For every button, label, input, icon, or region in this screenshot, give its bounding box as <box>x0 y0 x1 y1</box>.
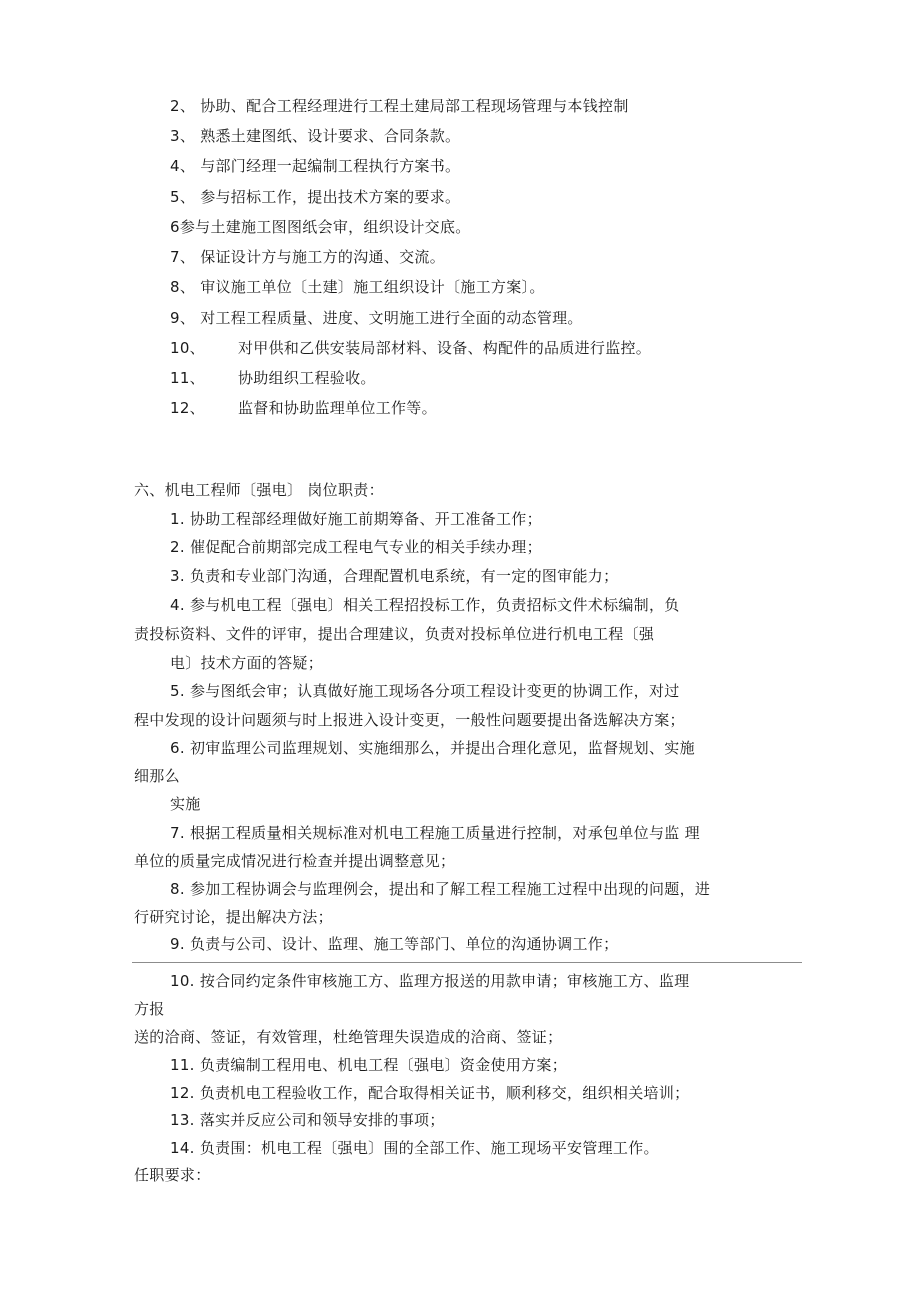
duty-line: 13. 落实并反应公司和领导安排的事项； <box>170 1111 445 1129</box>
duty-line: 6. 初审监理公司监理规划、实施细那么，并提出合理化意见，监督规划、实施 <box>170 739 695 757</box>
duty-line: 细那么 <box>134 767 180 785</box>
list-item <box>170 338 651 358</box>
section-heading: 六、机电工程师〔强电〕 岗位职责： <box>134 481 384 499</box>
list-item <box>170 398 437 418</box>
duty-line: 电〕技术方面的答疑； <box>170 654 324 672</box>
list-item-text: 协助组织工程验收。 <box>238 369 376 387</box>
list-item-text: 监督和协助监理单位工作等。 <box>238 399 437 417</box>
list-item: 8、 审议施工单位〔土建〕施工组织设计〔施工方案〕。 <box>170 278 545 296</box>
list-item: 3、 熟悉土建图纸、设计要求、合同条款。 <box>170 127 461 145</box>
list-item: 7、 保证设计方与施工方的沟通、交流。 <box>170 248 446 266</box>
list-item: 4、 与部门经理一起编制工程执行方案书。 <box>170 157 461 175</box>
divider <box>132 962 802 963</box>
list-item-number: 11、 <box>170 369 205 387</box>
list-item: 5、 参与招标工作，提出技术方案的要求。 <box>170 188 461 206</box>
duty-line: 8. 参加工程协调会与监理例会，提出和了解工程工程施工过程中出现的问题，进 <box>170 880 711 898</box>
duty-line: 责投标资料、文件的评审，提出合理建议，负责对投标单位进行机电工程〔强 <box>134 625 655 643</box>
duty-line: 1. 协助工程部经理做好施工前期筹备、开工准备工作； <box>170 510 542 528</box>
duty-line: 4. 参与机电工程〔强电〕相关工程招投标工作，负责招标文件术标编制，负 <box>170 596 680 614</box>
duty-line: 实施 <box>170 795 201 813</box>
list-item-number: 10、 <box>170 339 205 357</box>
duty-line: 3. 负责和专业部门沟通，合理配置机电系统，有一定的图审能力； <box>170 567 619 585</box>
duty-line: 单位的质量完成情况进行检查并提出调整意见； <box>134 852 456 870</box>
list-item <box>170 368 376 388</box>
duty-line: 方报 <box>134 1000 165 1018</box>
duty-line: 行研究讨论，提出解决方法； <box>134 908 333 926</box>
duty-line: 10. 按合同约定条件审核施工方、监理方报送的用款申请；审核施工方、监理 <box>170 972 690 990</box>
duty-line: 11. 负责编制工程用电、机电工程〔强电〕资金使用方案； <box>170 1056 568 1074</box>
duty-line: 14. 负责围：机电工程〔强电〕围的全部工作、施工现场平安管理工作。 <box>170 1139 659 1157</box>
duty-line: 2. 催促配合前期部完成工程电气专业的相关手续办理； <box>170 538 542 556</box>
duty-line: 程中发现的设计问题须与时上报进入设计变更，一般性问题要提出备选解决方案； <box>134 711 685 729</box>
requirements-heading: 任职要求： <box>134 1166 211 1184</box>
duty-line: 送的洽商、签证，有效管理，杜绝管理失误造成的洽商、签证； <box>134 1028 563 1046</box>
list-item: 9、 对工程工程质量、进度、文明施工进行全面的动态管理。 <box>170 309 583 327</box>
list-item: 2、 协助、配合工程经理进行工程土建局部工程现场管理与本钱控制 <box>170 97 629 115</box>
duty-line: 7. 根据工程质量相关规标准对机电工程施工质量进行控制，对承包单位与监 理 <box>170 824 700 842</box>
duty-line: 5. 参与图纸会审；认真做好施工现场各分项工程设计变更的协调工作，对过 <box>170 682 680 700</box>
list-item-text: 对甲供和乙供安装局部材料、设备、构配件的品质进行监控。 <box>238 339 652 357</box>
list-item: 6参与土建施工图图纸会审，组织设计交底。 <box>170 218 471 236</box>
list-item-number: 12、 <box>170 399 205 417</box>
duty-line: 12. 负责机电工程验收工作，配合取得相关证书，顺利移交，组织相关培训； <box>170 1084 690 1102</box>
duty-line: 9. 负责与公司、设计、监理、施工等部门、单位的沟通协调工作； <box>170 935 619 953</box>
